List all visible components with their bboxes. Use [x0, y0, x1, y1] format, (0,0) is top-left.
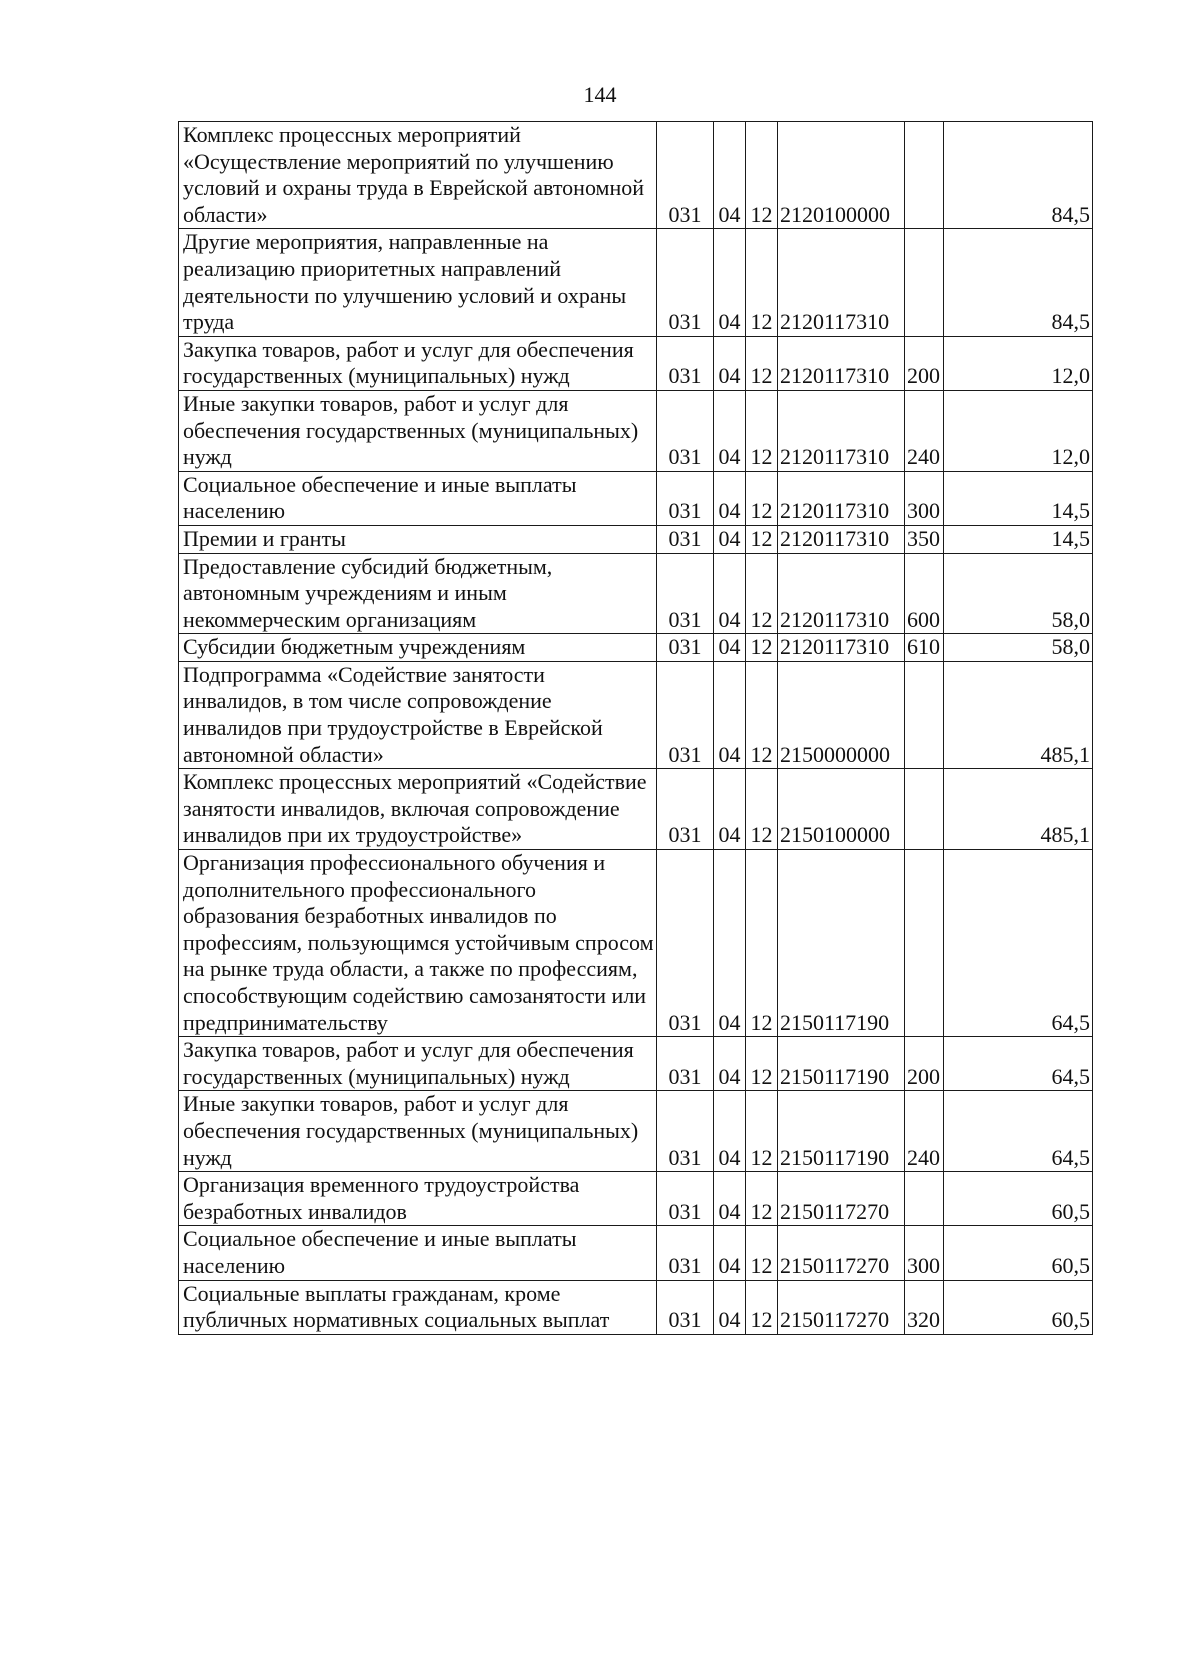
row-name: Социальное обеспечение и иные выплаты населению — [179, 471, 657, 525]
admin-code: 031 — [657, 122, 714, 229]
expense-type-code: 610 — [905, 634, 944, 662]
admin-code: 031 — [657, 1226, 714, 1280]
section-code: 04 — [714, 1226, 746, 1280]
table-row — [179, 850, 1093, 1037]
expense-type-code: 300 — [905, 471, 944, 525]
section-code: 04 — [714, 1172, 746, 1226]
section-code: 04 — [714, 1091, 746, 1172]
row-name: Премии и гранты — [179, 525, 657, 553]
budget-table — [178, 121, 1093, 1335]
row-name: Социальные выплаты гражданам, кроме публичных нормативных социальных выплат — [179, 1280, 657, 1334]
admin-code: 031 — [657, 1091, 714, 1172]
table-row — [179, 1226, 1093, 1280]
table-row — [179, 1172, 1093, 1226]
subsection-code: 12 — [746, 850, 778, 1037]
target-code: 2150117190 — [778, 1037, 905, 1091]
section-code: 04 — [714, 1280, 746, 1334]
row-name: Иные закупки товаров, работ и услуг для обеспечения государственных (муниципальных) нужд — [179, 390, 657, 471]
table-row — [179, 390, 1093, 471]
section-code: 04 — [714, 471, 746, 525]
amount: 60,5 — [944, 1280, 1093, 1334]
expense-type-code: 350 — [905, 525, 944, 553]
section-code: 04 — [714, 661, 746, 768]
subsection-code: 12 — [746, 1037, 778, 1091]
target-code: 2120117310 — [778, 336, 905, 390]
section-code: 04 — [714, 525, 746, 553]
row-name: Предоставление субсидий бюджетным, автономным учреждениям и иным некоммерческим организациям — [179, 553, 657, 634]
section-code: 04 — [714, 1037, 746, 1091]
table-row — [179, 229, 1093, 336]
admin-code: 031 — [657, 1280, 714, 1334]
amount: 12,0 — [944, 390, 1093, 471]
row-name: Закупка товаров, работ и услуг для обеспечения государственных (муниципальных) нужд — [179, 336, 657, 390]
target-code: 2150000000 — [778, 661, 905, 768]
expense-type-code: 200 — [905, 336, 944, 390]
admin-code: 031 — [657, 229, 714, 336]
table-row — [179, 1037, 1093, 1091]
subsection-code: 12 — [746, 122, 778, 229]
expense-type-code — [905, 661, 944, 768]
row-name: Закупка товаров, работ и услуг для обеспечения государственных (муниципальных) нужд — [179, 1037, 657, 1091]
subsection-code: 12 — [746, 336, 778, 390]
subsection-code: 12 — [746, 1226, 778, 1280]
table-row — [179, 525, 1093, 553]
subsection-code: 12 — [746, 471, 778, 525]
amount: 84,5 — [944, 229, 1093, 336]
table-row — [179, 553, 1093, 634]
target-code: 2120117310 — [778, 471, 905, 525]
subsection-code: 12 — [746, 229, 778, 336]
amount: 64,5 — [944, 850, 1093, 1037]
admin-code: 031 — [657, 661, 714, 768]
admin-code: 031 — [657, 1172, 714, 1226]
section-code: 04 — [714, 390, 746, 471]
section-code: 04 — [714, 229, 746, 336]
target-code: 2150117270 — [778, 1172, 905, 1226]
subsection-code: 12 — [746, 634, 778, 662]
expense-type-code: 600 — [905, 553, 944, 634]
target-code: 2120117310 — [778, 553, 905, 634]
admin-code: 031 — [657, 1037, 714, 1091]
target-code: 2150117190 — [778, 1091, 905, 1172]
admin-code: 031 — [657, 525, 714, 553]
table-row — [179, 769, 1093, 850]
row-name: Иные закупки товаров, работ и услуг для обеспечения государственных (муниципальных) нужд — [179, 1091, 657, 1172]
target-code: 2120117310 — [778, 525, 905, 553]
admin-code: 031 — [657, 471, 714, 525]
subsection-code: 12 — [746, 525, 778, 553]
table-row — [179, 471, 1093, 525]
target-code: 2120117310 — [778, 390, 905, 471]
table-row — [179, 1091, 1093, 1172]
row-name: Комплекс процессных мероприятий «Содействие занятости инвалидов, включая сопровождение инвалидов при их трудоустройстве» — [179, 769, 657, 850]
expense-type-code — [905, 769, 944, 850]
subsection-code: 12 — [746, 769, 778, 850]
target-code: 2150117270 — [778, 1226, 905, 1280]
amount: 14,5 — [944, 471, 1093, 525]
section-code: 04 — [714, 634, 746, 662]
admin-code: 031 — [657, 390, 714, 471]
section-code: 04 — [714, 122, 746, 229]
section-code: 04 — [714, 336, 746, 390]
amount: 12,0 — [944, 336, 1093, 390]
expense-type-code — [905, 850, 944, 1037]
table-row — [179, 122, 1093, 229]
subsection-code: 12 — [746, 1172, 778, 1226]
row-name: Комплекс процессных мероприятий «Осуществление мероприятий по улучшению условий и охраны труда в Еврейской автономной области» — [179, 122, 657, 229]
admin-code: 031 — [657, 769, 714, 850]
amount: 58,0 — [944, 553, 1093, 634]
expense-type-code — [905, 229, 944, 336]
target-code: 2150117190 — [778, 850, 905, 1037]
target-code: 2120100000 — [778, 122, 905, 229]
subsection-code: 12 — [746, 661, 778, 768]
amount: 60,5 — [944, 1172, 1093, 1226]
budget-table-body — [179, 122, 1093, 1335]
subsection-code: 12 — [746, 1280, 778, 1334]
admin-code: 031 — [657, 553, 714, 634]
target-code: 2120117310 — [778, 229, 905, 336]
admin-code: 031 — [657, 336, 714, 390]
table-row — [179, 634, 1093, 662]
row-name: Другие мероприятия, направленные на реализацию приоритетных направлений деятельности по улучшению условий и охраны труда — [179, 229, 657, 336]
row-name: Организация профессионального обучения и дополнительного профессионального образования безработных инвалидов по профессиям, пользующимся устойчивым спросом на рынке труда области, а также по профессиям, способствующим содействию самозанятости или предпринимательству — [179, 850, 657, 1037]
amount: 485,1 — [944, 661, 1093, 768]
expense-type-code: 240 — [905, 390, 944, 471]
target-code: 2150100000 — [778, 769, 905, 850]
target-code: 2120117310 — [778, 634, 905, 662]
row-name: Подпрограмма «Содействие занятости инвалидов, в том числе сопровождение инвалидов при трудоустройстве в Еврейской автономной области» — [179, 661, 657, 768]
expense-type-code — [905, 1172, 944, 1226]
expense-type-code: 240 — [905, 1091, 944, 1172]
expense-type-code — [905, 122, 944, 229]
page-number: 144 — [583, 82, 617, 107]
row-name: Субсидии бюджетным учреждениям — [179, 634, 657, 662]
amount: 14,5 — [944, 525, 1093, 553]
expense-type-code: 320 — [905, 1280, 944, 1334]
row-name: Организация временного трудоустройства безработных инвалидов — [179, 1172, 657, 1226]
amount: 58,0 — [944, 634, 1093, 662]
amount: 60,5 — [944, 1226, 1093, 1280]
expense-type-code: 300 — [905, 1226, 944, 1280]
subsection-code: 12 — [746, 390, 778, 471]
table-row — [179, 336, 1093, 390]
section-code: 04 — [714, 553, 746, 634]
section-code: 04 — [714, 769, 746, 850]
expense-type-code: 200 — [905, 1037, 944, 1091]
section-code: 04 — [714, 850, 746, 1037]
admin-code: 031 — [657, 850, 714, 1037]
row-name: Социальное обеспечение и иные выплаты населению — [179, 1226, 657, 1280]
admin-code: 031 — [657, 634, 714, 662]
table-row — [179, 661, 1093, 768]
subsection-code: 12 — [746, 1091, 778, 1172]
amount: 84,5 — [944, 122, 1093, 229]
target-code: 2150117270 — [778, 1280, 905, 1334]
table-row — [179, 1280, 1093, 1334]
amount: 485,1 — [944, 769, 1093, 850]
amount: 64,5 — [944, 1037, 1093, 1091]
amount: 64,5 — [944, 1091, 1093, 1172]
subsection-code: 12 — [746, 553, 778, 634]
